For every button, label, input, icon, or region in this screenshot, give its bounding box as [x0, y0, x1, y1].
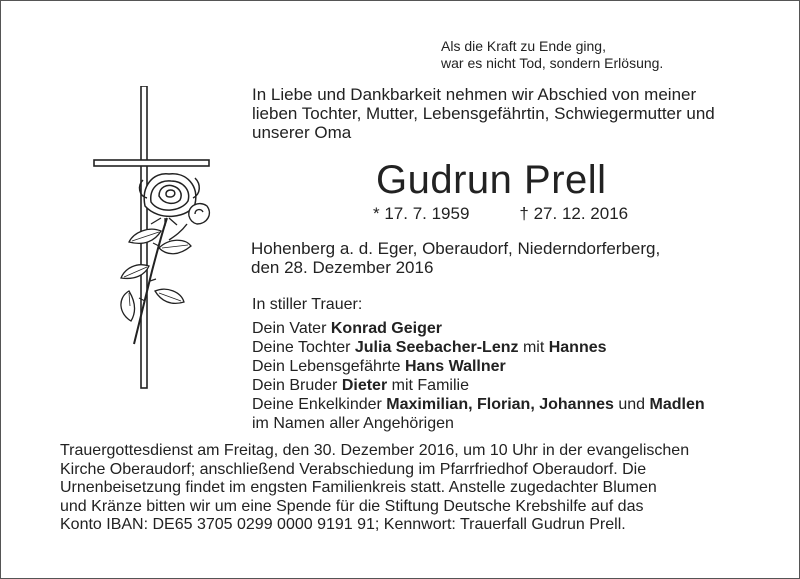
- mourner-name: Hans Wallner: [405, 358, 506, 375]
- relation-label: Dein Bruder: [252, 377, 342, 394]
- death-date: † 27. 12. 2016: [519, 204, 629, 223]
- intro-line: In Liebe und Dankbarkeit nehmen wir Abschied von meiner: [252, 85, 697, 104]
- service-details: [60, 442, 760, 535]
- mourner-name: Konrad Geiger: [330, 320, 442, 337]
- service-line: Urnenbeisetzung findet im engsten Familienkreis statt. Anstelle zugedachter Blumen: [60, 479, 657, 496]
- mourner-name: Maximilian, Florian, Johannes: [386, 396, 614, 413]
- mourner-grandchildren: [252, 395, 762, 414]
- relation-label: Dein Vater: [252, 320, 331, 337]
- deceased-name: Gudrun Prell: [376, 158, 607, 202]
- intro-line: lieben Tochter, Mutter, Lebensgefährtin, Schwiegermutter und: [252, 104, 715, 123]
- mourners-closing: im Namen aller Angehörigen: [252, 415, 454, 432]
- date-line: den 28. Dezember 2016: [251, 258, 434, 277]
- service-line: und Kränze bitten wir um eine Spende für die Stiftung Deutsche Krebshilfe auf das: [60, 497, 644, 515]
- relation-label: Dein Lebensgefährte: [252, 358, 405, 375]
- quote-line: war es nicht Tod, sondern Erlösung.: [441, 55, 664, 71]
- service-line: Kirche Oberaudorf; anschließend Verabschiedung im Pfarrfriedhof Oberaudorf. Die: [60, 460, 647, 478]
- mourner-name: Madlen: [649, 396, 705, 413]
- mourner-name: Dieter: [341, 377, 388, 394]
- place-and-date: [251, 239, 761, 277]
- mourner-name: Hannes: [548, 339, 607, 356]
- mourners-list: [252, 295, 762, 433]
- connector-text: mit: [518, 339, 549, 356]
- relation-label: Deine Tochter: [252, 339, 355, 356]
- birth-date: * 17. 7. 1959: [373, 204, 470, 223]
- connector-text: mit Familie: [387, 377, 469, 394]
- service-line: Trauergottesdienst am Freitag, den 30. Dezember 2016, um 10 Uhr in der evangelischen: [60, 442, 690, 459]
- mourners-heading: In stiller Trauer:: [252, 296, 363, 313]
- life-dates: [373, 204, 628, 224]
- cross-with-rose-icon: [89, 86, 219, 396]
- intro-line: unserer Oma: [252, 123, 352, 142]
- intro-text: [252, 85, 752, 142]
- mourner-father: [252, 319, 762, 338]
- mourner-brother: [252, 376, 762, 395]
- quote-line: Als die Kraft zu Ende ging,: [441, 38, 606, 54]
- motto-quote: [441, 38, 741, 72]
- mourner-name: Julia Seebacher-Lenz: [354, 339, 519, 356]
- connector-text: und: [613, 396, 650, 413]
- relation-label: Deine Enkelkinder: [252, 396, 387, 413]
- mourner-daughter: [252, 338, 762, 357]
- service-line: Konto IBAN: DE65 3705 0299 0000 9191 91; Kennwort: Trauerfall Gudrun Prell.: [60, 516, 626, 533]
- place-line: Hohenberg a. d. Eger, Oberaudorf, Niederndorferberg,: [251, 239, 661, 258]
- mourner-partner: [252, 357, 762, 376]
